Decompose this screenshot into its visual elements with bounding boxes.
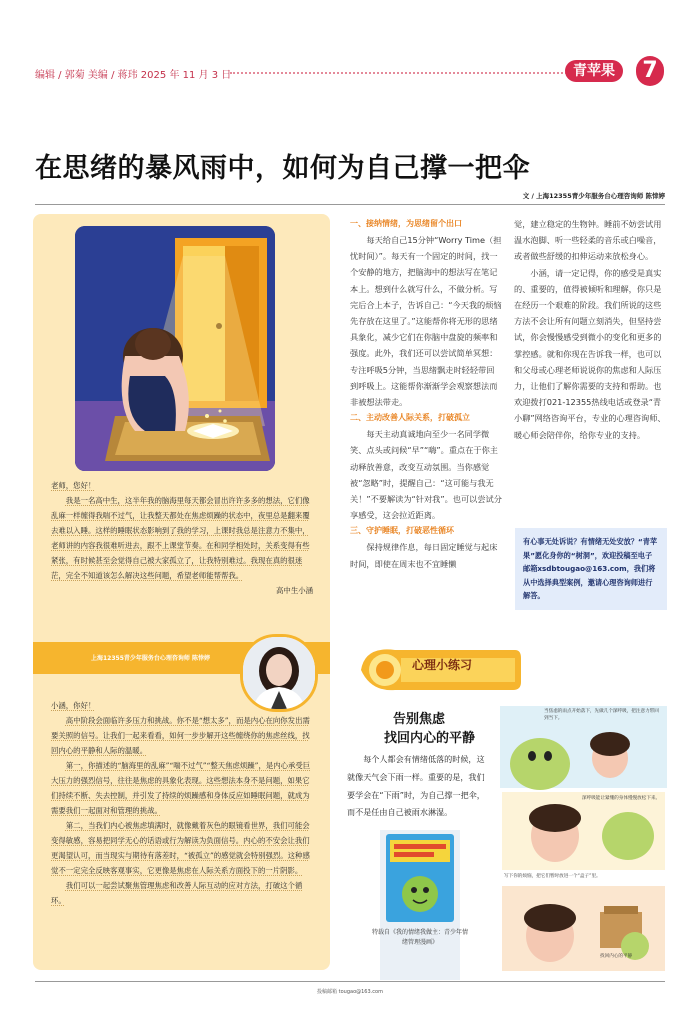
comic-caption-4: 找回内心的平静 [600,954,633,959]
right-column [514,216,668,443]
title-divider [35,204,665,205]
section-3-text: 保持规律作息，每日固定睡觉与起床时间，即使在周末也不宜睡懒 [350,542,498,569]
counselor-label: 上海12355青少年服务台心理咨询师 陈悻婷 [91,655,210,662]
header-dotted-rule [230,72,575,74]
comic-caption-3: 写下你的烦恼，把它们暂时放进一个“盒子”里。 [504,874,601,879]
section-2-text: 每天主动真诚地向至少一名同学微笑、点头或问候“早”“嗨”。重点在于你主动释放善意，改变互动氛围。当你感觉被“忽略”时，提醒自己：“这可能与我无关！”不要解读为“针对我”。也可以尝试分享感受，这会拉近距离。 [350,429,502,521]
practice-title-1: 告别焦虑 [393,712,446,727]
reply-paragraph-2: 第一，你描述的“脑海里的乱麻”“喘不过气”“整天焦虑烦躁”，是内心承受巨大压力的强烈信号，往往是焦虑的具象化表现。这些想法本身不是问题，如果它们持续不断、失去控制，并引发了持续的烦躁感和身体反应如睡眠问题，就成为需要我们一起面对和管理的挑战。 [51,761,311,815]
footer [0,978,700,997]
closing-paragraph: 小涵，请一定记得，你的感受是真实的、重要的，值得被倾听和理解，你只是在经历一个艰难的阶段。我们所说的这些方法不会让所有问题立刻消失，但坚持尝试，你会慢慢感受到微小的变化和更多的掌控感。就和你现在告诉我一样，也可以和父母或心理老师说说你的焦虑和人际压力，让他们了解你需要的支持和帮助。也欢迎拨打021-12355热线电话或登录“青小聊”网络咨询平台，专业的心理咨询师、暖心师会陪伴你，给你专业的支持。 [514,267,666,440]
book-caption: 特载自《我的情绪我做主：青少年情绪管理漫画》 [372,929,469,946]
comic-caption-1: 当焦虑的雨点开始落下，先做几个深呼吸，把注意力带回到当下。 [544,709,659,721]
reply-paragraph-4: 我们可以一起尝试聚焦管理焦虑和改善人际互动的应对方法，打破这个循环。 [51,881,303,905]
middle-column [350,216,502,572]
book-cover [380,830,460,980]
comic-strip [500,706,667,973]
practice-body [347,751,489,822]
letter-greeting: 老师，您好！ [51,481,96,490]
comic-caption-2: 深呼吸能让紧绷的身体慢慢放松下来。 [582,796,661,801]
student-letter [51,478,313,598]
footer-text: 投稿邮箱 tougao@163.com [311,989,389,995]
section-heading-1: 一、接纳情绪，为思绪留个出口 [350,219,462,228]
byline: 文 / 上海12355青少年服务台心理咨询师 陈悻婷 [522,192,665,200]
submission-notice: 有心事无处诉说？有情绪无处安放？“青苹果”愿化身你的“树洞”，欢迎投稿至电子邮箱xsdbtougao@163.com，我们将从中选择典型案例，邀请心理咨询师进行解答。 [515,528,667,610]
page-number: 7 [636,56,664,86]
section-heading-3: 三、守护睡眠，打破恶性循环 [350,526,454,536]
reply-greeting: 小涵，你好！ [51,701,96,710]
section-heading-2: 二、主动改善人际关系，打破孤立 [350,413,470,423]
practice-text: 每个人都会有情绪低落的时候，这就像天气会下雨一样。重要的是，我们要学会在“下雨”时，为自己撑一把伞，而不是任由自己被雨水淋湿。 [347,754,485,818]
section-3-continued: 觉，建立稳定的生物钟。睡前不妨尝试用温水泡脚、听一些轻柔的音乐或白噪音，或者做些舒缓的扣伸运动来放松身心。 [514,219,662,262]
letter-body: 我是一名高中生，这半年我的脑海里每天都会冒出许许多多的想法，它们像乱麻一样缠得我喘不过气，让我整天都处在焦虑烦躁的状态中，夜里总是翻来覆去难以入睡。这样的睡眠状态影响到了我的学习，上课时我总是注意力不集中，老师讲的内容我很难听进去，跟不上课堂节奏。在和同学相处时，关系变得有些紧张，有时候甚至会觉得自己被大家孤立了，让我特别难过。我现在真的很迷茫，完全不知道该怎么解决这些问题，希望老师能帮帮我。 [51,496,310,580]
practice-title-2: 找回内心的平静 [384,731,476,746]
counselor-reply [51,698,313,908]
header-brand: 青苹果 [565,60,623,82]
page-title: 在思绪的暴风雨中，如何为自己撑一把伞 [35,153,530,184]
letter-signature: 高中生小涵 [276,586,313,595]
anxious-girl-illustration [75,226,275,471]
practice-banner-title: 心理小练习 [412,658,473,672]
reply-paragraph-1: 高中阶段会面临许多压力和挑战。你不是“想太多”，而是内心在向你发出需要关照的信号。让我们一起来看看，如何一步步解开这些缠绕你的焦虑丝线，找回内心的平静和人际的温暖。 [51,716,310,755]
section-1-text: 每天给自己15分钟“Worry Time（担忧时间）”。每天有一个固定的时间，找一个安静的地方，把脑海中的想法写在笔记本上。想到什么就写什么，不做分析。写完后合上本子，告诉自己：“今天我的烦恼先存放在这里了。”这能帮你将无形的思绪具象化，减少它们在你脑中盘旋的频率和强度。此外，我们还可以尝试简单冥想：专注呼吸5分钟，当思绪飘走时轻轻带回到呼吸上。这能帮你渐渐学会观察想法而非被想法带走。 [350,235,502,408]
letter-panel [33,214,330,970]
reply-paragraph-3: 第二，当我们内心被焦虑填满时，就像戴着灰色的眼镜看世界，我们可能会变得敏感，容易把同学无心的话语或行为解读为负面信号。内心的不安会让我们更渴望认可，而当现实与期待有落差时，“被孤立”的感觉就会特别强烈。这种感觉不一定完全反映客观事实，它更像是焦虑在人际关系方面投下的一片阴影。 [51,821,310,875]
header-credits: 编辑 / 郭菊 美编 / 蒋玮 2025 年 11 月 3 日 [35,70,232,81]
